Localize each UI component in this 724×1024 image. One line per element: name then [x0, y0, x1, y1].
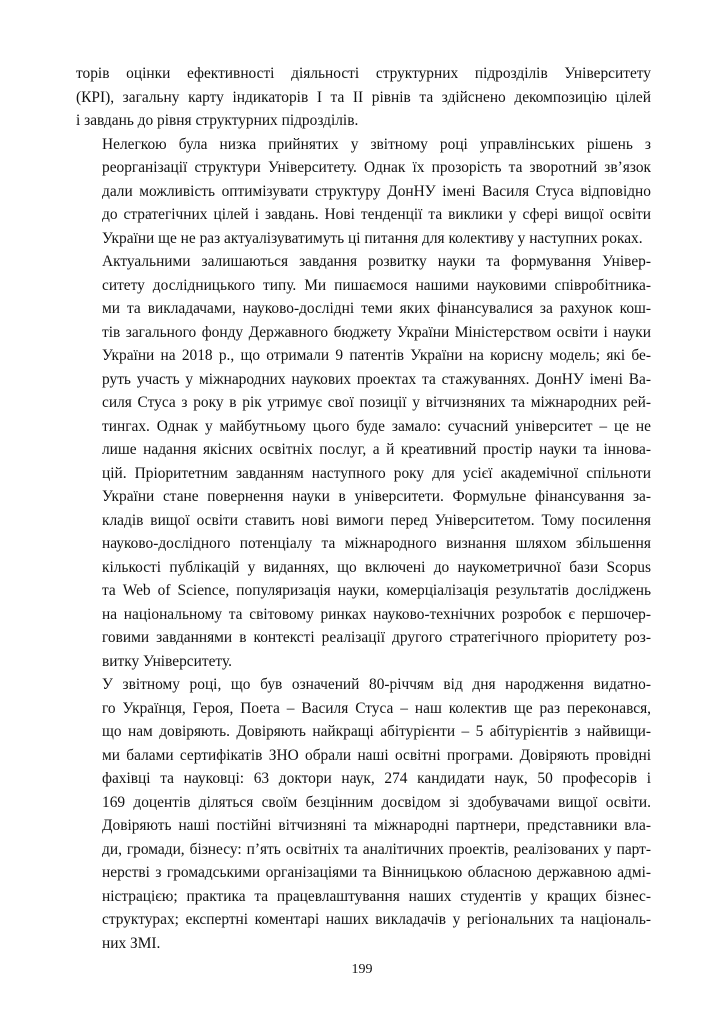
text-line: та Web of Science, популяризація науки, комерціалізація результатів досліджень	[102, 582, 651, 599]
text-line: цій. Пріоритетним завданням наступного року для усієї академічної спільноти	[102, 464, 651, 482]
text-line: витку Університету.	[102, 652, 232, 670]
text-line: Нелегкою була низка прийнятих у звітному році управлінських рішень з	[102, 135, 651, 153]
paragraph	[76, 673, 651, 955]
text-line: руть участь у міжнародних наукових проектах та стажуваннях. ДонНУ імені Ва-	[102, 370, 651, 388]
text-line: (КРІ), загальну карту індикаторів І та ІІ рівнів та здійснено декомпозицію цілей	[76, 88, 651, 106]
text-line: України на 2018 р., що отримали 9 патентів України на корисну модель; які бе-	[102, 347, 651, 364]
text-line: Довіряють наші постійні вітчизняні та міжнародні партнери, представники вла-	[102, 817, 651, 834]
paragraph	[76, 250, 651, 673]
text-line: ми та викладачами, науково-дослідні теми яких фінансувалися за рахунок кош-	[102, 300, 651, 317]
text-line: торів оцінки ефективності діяльності структурних підрозділів Університету	[76, 65, 651, 82]
text-line: дали можливість оптимізувати структуру ДонНУ імені Василя Стуса відповідно	[102, 182, 651, 200]
text-line: говими завданнями в контексті реалізації другого стратегічного пріоритету роз-	[102, 629, 651, 646]
text-line: тів загального фонду Державного бюджету України Міністерством освіти і науки	[102, 323, 651, 341]
text-line: ми балами сертифікатів ЗНО обрали наші освітні програми. Довіряють провідні	[102, 746, 651, 764]
text-line: силя Стуса з року в рік утримує свої позиції у вітчизняних та міжнародних рей-	[102, 394, 651, 411]
text-line: го Українця, Героя, Поета – Василя Стуса – наш колектив ще раз переконався,	[102, 699, 651, 717]
text-line: ністрацією; практика та працевлаштування наших студентів у кращих бізнес-	[102, 887, 651, 905]
text-line: України стане повернення науки в університети. Формульне фінансування за-	[102, 488, 651, 505]
text-line: тингах. Однак у майбутньому цього буде замало: сучасний університет – це не	[102, 417, 651, 435]
text-line: науково-дослідного потенціалу та міжнародного визнання шляхом збільшення	[102, 535, 651, 552]
text-line: України ще не раз актуалізуватимуть ці питання для колективу у наступних роках.	[102, 229, 643, 247]
text-line: до стратегічних цілей і завдань. Нові тенденції та виклики у сфері вищої освіти	[102, 206, 651, 223]
text-line: що нам довіряють. Довіряють найкращі абітурієнти – 5 абітурієнтів з найвищи-	[102, 723, 651, 740]
text-line: нерстві з громадськими організаціями та Вінницькою обласною державною адмі-	[102, 864, 651, 881]
body-text	[76, 62, 651, 955]
paragraph	[76, 133, 651, 251]
text-line: структурах; експертні коментарі наших викладачів у регіональних та національ-	[102, 911, 651, 928]
text-line: кількості публікацій у виданнях, що включені до наукометричної бази Scopus	[102, 558, 651, 576]
text-line: лише надання якісних освітніх послуг, а й креативний простір науки та іннова-	[102, 441, 651, 458]
text-line: реорганізації структури Університету. Однак їх прозорість та зворотний зв’язок	[102, 159, 651, 176]
page-number: 199	[351, 962, 373, 977]
text-line: на національному та світовому ринках науково-технічних розробок є першочер-	[102, 605, 651, 623]
text-line: ди, громади, бізнесу: п’ять освітніх та аналітичних проектів, реалізованих у парт-	[102, 840, 651, 858]
text-line: і завдань до рівня структурних підрозділів.	[76, 112, 359, 129]
paragraph	[76, 62, 651, 133]
text-line: Актуальними залишаються завдання розвитку науки та формування Універ-	[102, 253, 651, 270]
text-line: У звітному році, що був означений 80-річчям від дня народження видатно-	[102, 676, 651, 693]
text-line: ситету дослідницького типу. Ми пишаємося нашими науковими співробітника-	[102, 276, 651, 294]
text-line: фахівці та науковці: 63 доктори наук, 274 кандидати наук, 50 професорів і	[102, 770, 651, 787]
text-line: 169 доцентів діляться своїм безцінним досвідом зі здобувачами вищої освіти.	[102, 793, 651, 811]
text-line: кладів вищої освіти ставить нові вимоги перед Університетом. Тому посилення	[102, 511, 651, 529]
text-line: них ЗМІ.	[102, 934, 161, 952]
